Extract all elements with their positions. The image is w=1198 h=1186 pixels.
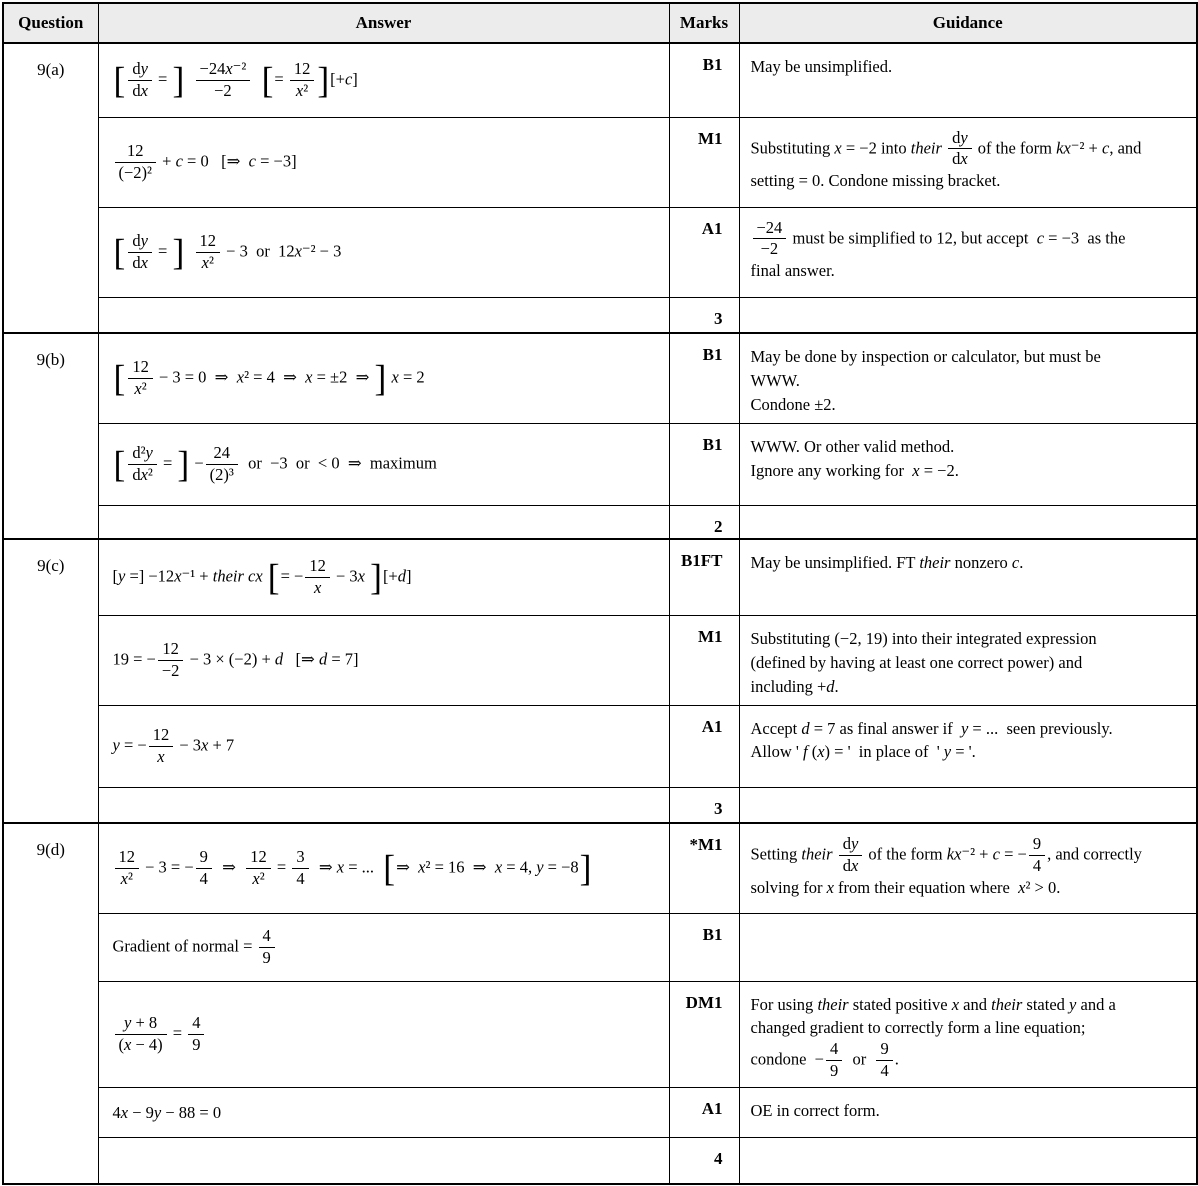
- mark-scheme-table: [2, 2, 1198, 1185]
- guidance-text: Substituting x = −2 into their $\frac{dy}{dx}$ of the form kx⁻² + c, and setting = 0. Condone missing bracket.: [750, 127, 1142, 191]
- guidance-text: May be unsimplified. FT their nonzero c.: [750, 553, 1024, 573]
- guidance-cell: [739, 117, 1197, 207]
- answer-cell: [98, 615, 669, 705]
- marks-cell: B1: [669, 423, 739, 505]
- guidance-cell-empty: [739, 505, 1197, 539]
- question-label-9c: 9(c): [3, 539, 98, 823]
- marks-cell: B1FT: [669, 539, 739, 615]
- guidance-cell: [739, 705, 1197, 787]
- answer-math: [ $\frac{dy}{dx}$ = ] $\frac{12}{\text{x²}}$ − 3 or 12x⁻² − 3: [113, 230, 342, 273]
- guidance-cell: [739, 1088, 1197, 1138]
- answer-cell: [98, 333, 669, 423]
- guidance-text: $\frac{-24}{-2}$ must be simplified to 12, but accept c = −3 as the final answer.: [750, 217, 1126, 281]
- marks-cell: M1: [669, 615, 739, 705]
- guidance-text: For using their stated positive x and their stated y and a changed gradient to correctly form a line equation; condone − $\frac{4}{9}$ or $\frac{9}{4}$ .: [750, 994, 1116, 1081]
- answer-cell: [98, 913, 669, 981]
- header-row: [3, 3, 1197, 43]
- answer-math: y = − $\frac{12}{x}$ − 3x + 7: [112, 724, 235, 766]
- guidance-cell: [739, 615, 1197, 705]
- answer-cell: [98, 705, 669, 787]
- subtotal-marks: 4: [669, 1138, 739, 1184]
- question-label-9a: 9(a): [3, 43, 98, 333]
- question-label-9d: 9(d): [3, 823, 98, 1184]
- answer-cell: [98, 1088, 669, 1138]
- guidance-cell-empty: [739, 787, 1197, 823]
- answer-cell: [98, 823, 669, 913]
- guidance-cell: [739, 539, 1197, 615]
- subtotal-marks: 2: [669, 505, 739, 539]
- guidance-text: OE in correct form.: [750, 1101, 880, 1121]
- header-guidance: Guidance: [739, 3, 1197, 43]
- answer-math: 4x − 9y − 88 = 0: [112, 1102, 222, 1122]
- marks-cell: B1: [669, 913, 739, 981]
- answer-cell: [98, 207, 669, 297]
- marks-cell: DM1: [669, 981, 739, 1088]
- answer-cell: [98, 117, 669, 207]
- guidance-text: Setting their $\frac{dy}{dx}$ of the form kx⁻² + c = − $\frac{9}{4}$ , and correctly solving for x from their equation where x² > 0.: [750, 834, 1142, 897]
- question-label-9b: 9(b): [3, 333, 98, 539]
- answer-cell-empty: [98, 505, 669, 539]
- guidance-cell: [739, 913, 1197, 981]
- guidance-cell: [739, 423, 1197, 505]
- guidance-text: May be unsimplified.: [750, 57, 893, 76]
- answer-math: $\frac{y + 8}{(x - 4)}$ = $\frac{4}{9}$: [113, 1014, 659, 1055]
- answer-cell: [98, 423, 669, 505]
- answer-cell-empty: [98, 787, 669, 823]
- answer-math: 19 = − $\frac{12}{-2}$ − 3 × (−2) + d [⇒ d = 7]: [112, 638, 359, 680]
- answer-math: Gradient of normal = $\frac{4}{9}$: [113, 927, 659, 968]
- guidance-cell: [739, 823, 1197, 913]
- guidance-text: Substituting (−2, 19) into their integrated expression (defined by having at least one correct power) and including +d.: [750, 628, 1097, 696]
- marks-cell: M1: [669, 117, 739, 207]
- guidance-cell: [739, 981, 1197, 1088]
- answer-cell: [98, 539, 669, 615]
- guidance-cell-empty: [739, 1138, 1197, 1184]
- answer-cell-empty: [98, 297, 669, 333]
- marks-cell: B1: [669, 333, 739, 423]
- answer-math: $\frac{12}{\text{x²}}$ − 3 = − $\frac{9}{4}$ ⇒ $\frac{12}{\text{x²}}$ = $\frac{3}{4}$ ⇒ x = ... [⇒ x² = 16 ⇒ x = 4, y = −8]: [113, 848, 659, 889]
- marks-cell: A1: [669, 1088, 739, 1138]
- answer-math: [ $\frac{\text{d²y}}{\text{dx²}}$ = ] − $\frac{24}{\text{(2)³}}$ or −3 or < 0 ⇒ maximum: [113, 442, 437, 486]
- marks-cell: A1: [669, 207, 739, 297]
- answer-math: [ $\frac{12}{\text{x²}}$ − 3 = 0 ⇒ x² = 4 ⇒ x = ±2 ⇒ ] x = 2: [113, 356, 425, 400]
- header-question: Question: [3, 3, 98, 43]
- header-answer: Answer: [98, 3, 669, 43]
- answer-cell: [98, 981, 669, 1088]
- marks-cell: *M1: [669, 823, 739, 913]
- answer-math: [y =] −12x⁻¹ + their cx [= − $\frac{12}{x}$ − 3x ][+d]: [112, 556, 412, 599]
- guidance-cell: [739, 43, 1197, 117]
- guidance-text: WWW. Or other valid method. Ignore any working for x = −2.: [750, 436, 959, 480]
- marks-cell: A1: [669, 705, 739, 787]
- guidance-text: Accept d = 7 as final answer if y = ... seen previously. Allow ' f (x) = ' in place of ' y = '.: [750, 718, 1113, 762]
- answer-math: $\frac{12}{\text{(−2)²}}$ + c = 0 [⇒ c = −3]: [113, 142, 659, 183]
- answer-cell-empty: [98, 1138, 669, 1184]
- guidance-cell-empty: [739, 297, 1197, 333]
- subtotal-marks: 3: [669, 297, 739, 333]
- subtotal-marks: 3: [669, 787, 739, 823]
- guidance-cell: [739, 333, 1197, 423]
- header-marks: Marks: [669, 3, 739, 43]
- answer-math: [ $\frac{dy}{dx}$ = ] $\frac{\text{−24x⁻²}}{-2}$ [= $\frac{12}{\text{x²}}$ ][+c]: [113, 58, 358, 102]
- answer-cell: [98, 43, 669, 117]
- marks-cell: B1: [669, 43, 739, 117]
- guidance-text: May be done by inspection or calculator, but must be WWW. Condone ±2.: [750, 347, 1101, 414]
- guidance-cell: [739, 207, 1197, 297]
